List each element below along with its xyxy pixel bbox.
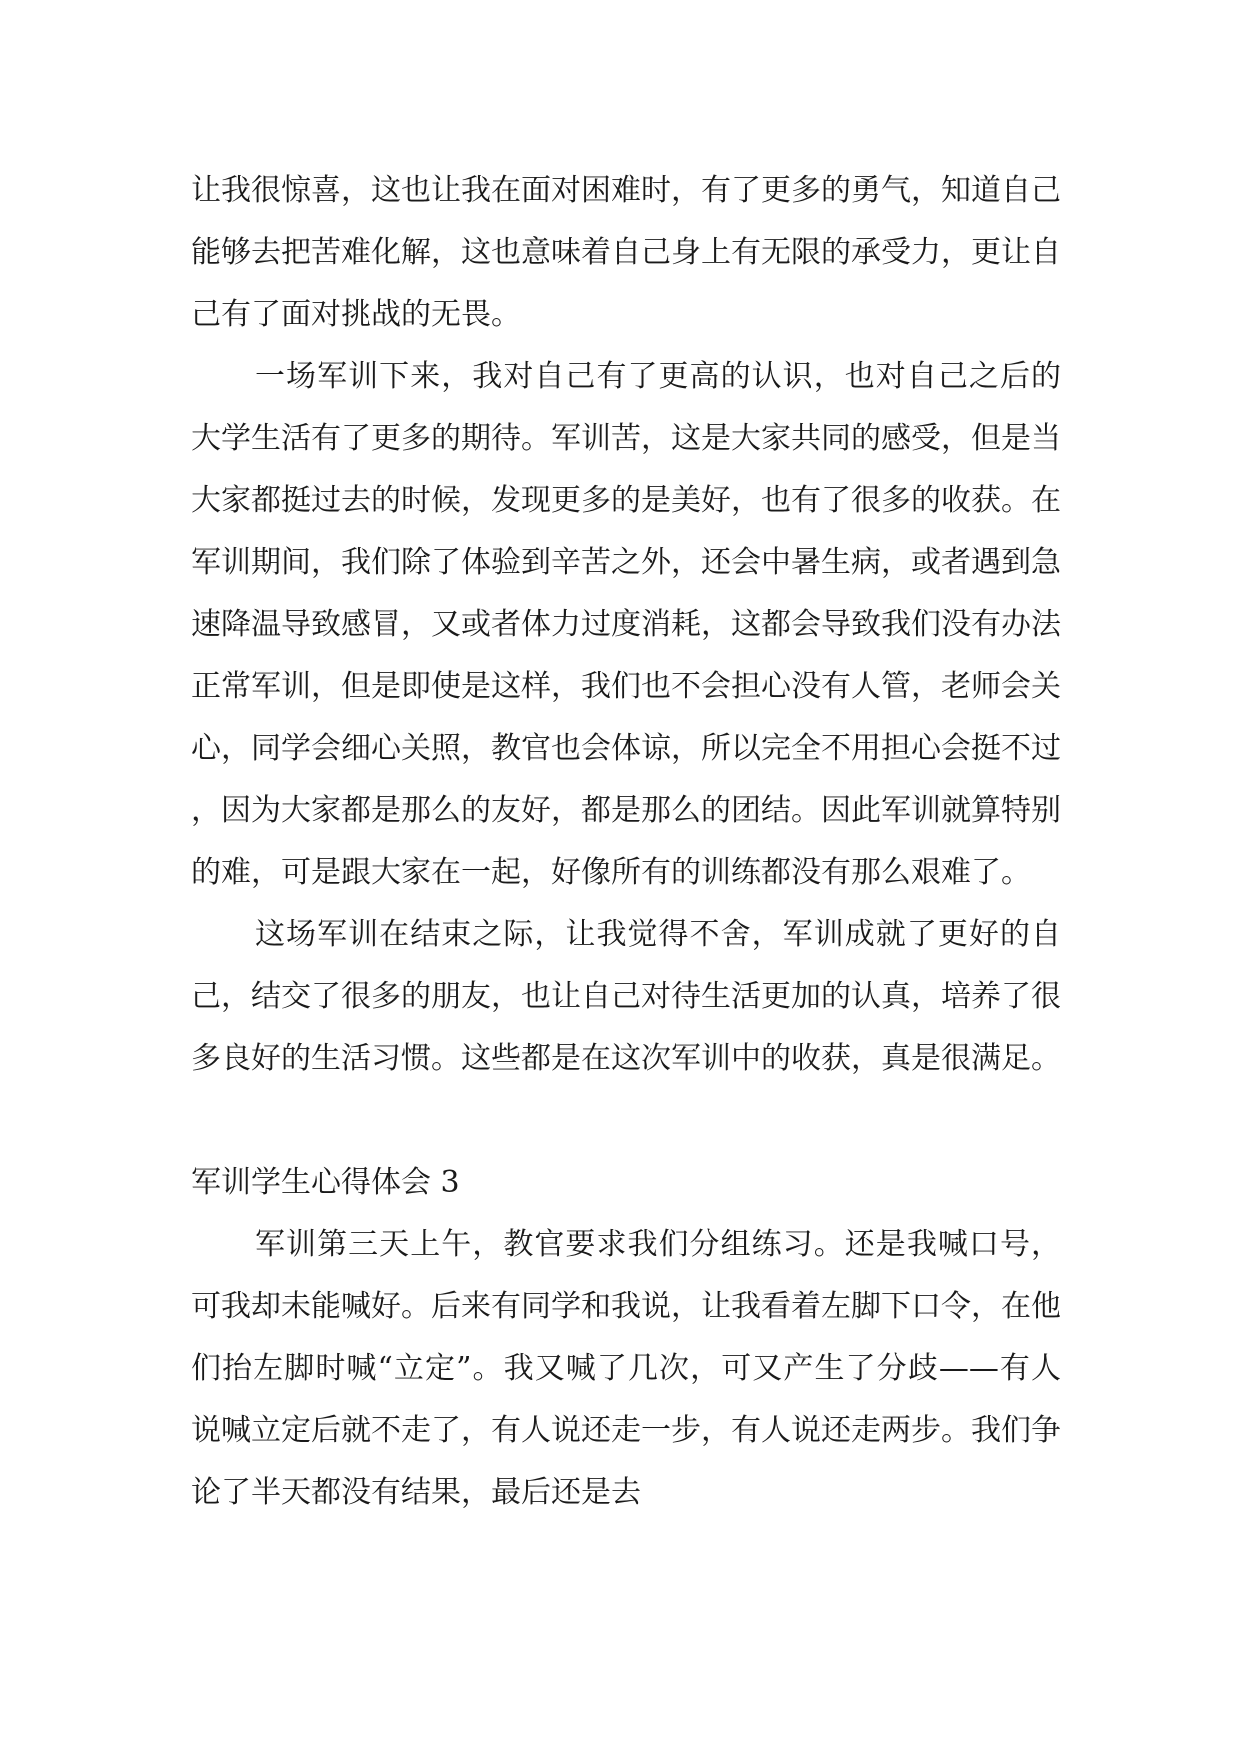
document-body	[191, 160, 1061, 1524]
paragraph-continued: 让我很惊喜，这也让我在面对困难时，有了更多的勇气，知道自己能够去把苦难化解，这也意味着自己身上有无限的承受力，更让自己有了面对挑战的无畏。	[191, 173, 1061, 332]
paragraph-training-conclusion: 这场军训在结束之际，让我觉得不舍，军训成就了更好的自己，结交了很多的朋友，也让自己对待生活更加的认真，培养了很多良好的生活习惯。这些都是在这次军训中的收获，真是很满足。	[191, 917, 1061, 1076]
section-spacer	[191, 1090, 1061, 1152]
paragraph-military-training-reflection: 一场军训下来，我对自己有了更高的认识，也对自己之后的大学生活有了更多的期待。军训苦，这是大家共同的感受，但是当大家都挺过去的时候，发现更多的是美好，也有了很多的收获。在军训期间，我们除了体验到辛苦之外，还会中暑生病，或者遇到急速降温导致感冒，又或者体力过度消耗，这都会导致我们没有办法正常军训，但是即使是这样，我们也不会担心没有人管，老师会关心，同学会细心关照，教官也会体谅，所以完全不用担心会挺不过，因为大家都是那么的友好，都是那么的团结。因此军训就算特别的难，可是跟大家在一起，好像所有的训练都没有那么艰难了。	[191, 359, 1061, 890]
paragraph-third-day: 军训第三天上午，教官要求我们分组练习。还是我喊口号，可我却未能喊好。后来有同学和我说，让我看着左脚下口令，在他们抬左脚时喊“立定”。我又喊了几次，可又产生了分歧——有人说喊立定后就不走了，有人说还走一步，有人说还走两步。我们争论了半天都没有结果，最后还是去	[191, 1227, 1061, 1510]
section-heading: 军训学生心得体会 3	[191, 1165, 460, 1200]
